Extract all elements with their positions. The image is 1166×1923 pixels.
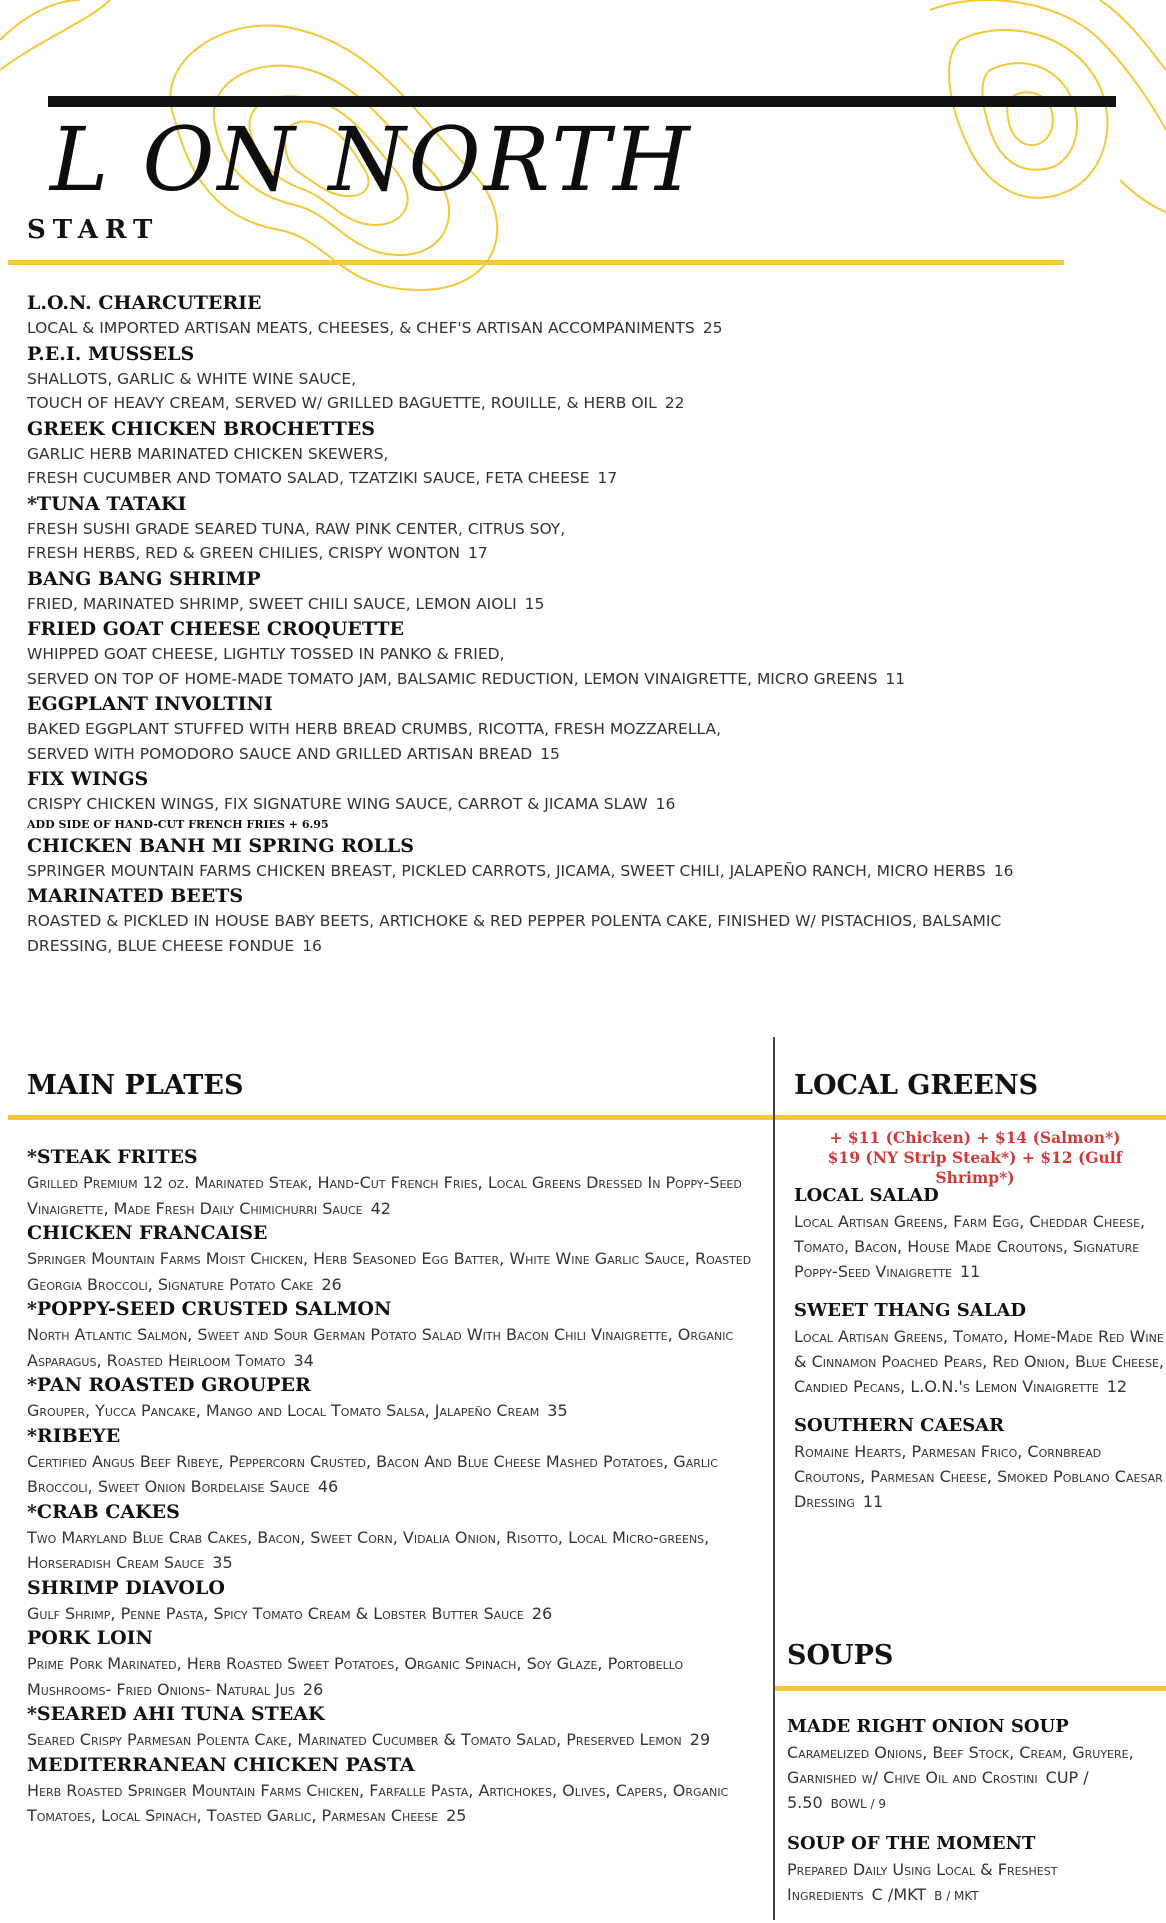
item-price: 25 [702,319,723,337]
menu-item [27,691,1017,766]
item-name: MARINATED BEETS [27,885,244,907]
menu-item [27,1500,762,1576]
item-name: CHICKEN BANH MI SPRING ROLLS [27,834,415,857]
item-price-bowl: BOWL / 9 [830,1797,886,1811]
item-add-on-note: ADD SIDE OF HAND-CUT FRENCH FRIES + 6.95 [27,817,329,831]
main-divider [8,1115,773,1120]
item-name: *TUNA TATAKI [27,492,187,515]
item-description: Caramelized Onions, Beef Stock, Cream, Gruyere, Garnished w/ Chive Oil and Crostini CUP / 5.50 BOWL / 9 [787,1743,1134,1812]
menu-item [27,1145,762,1221]
item-price: 25 [446,1806,467,1825]
menu-item [27,1576,762,1627]
item-price: 46 [317,1477,339,1496]
item-price: 26 [302,1679,324,1699]
local-greens-list [794,1183,1164,1528]
menu-item [794,1413,1164,1514]
menu-item [27,883,1017,958]
item-description: Two Maryland Blue Crab Cakes, Bacon, Sweet Corn, Vidalia Onion, Risotto, Local Micro-greens, Horseradish Cream Sauce 35 [27,1527,710,1572]
menu-item [27,1626,762,1702]
item-name: *PAN ROASTED GROUPER [27,1374,311,1396]
menu-item [27,1297,762,1373]
item-name: SHRIMP DIAVOLO [27,1576,225,1599]
item-price: 11 [959,1262,981,1281]
item-price: 12 [1106,1377,1128,1396]
item-name: BANG BANG SHRIMP [27,567,261,590]
item-description: GARLIC HERB MARINATED CHICKEN SKEWERS, FRESH CUCUMBER AND TOMATO SALAD, TZATZIKI SAUCE, FETA CHEESE 17 [27,444,618,487]
item-description: Herb Roasted Springer Mountain Farms Chicken, Farfalle Pasta, Artichokes, Olives, Capers, Organic Tomatoes, Local Spinach, Toasted Garlic, Parmesan Cheese 25 [27,1780,729,1825]
local-greens-title: LOCAL GREENS [794,1070,1039,1101]
item-name: *SEARED AHI TUNA STEAK [27,1703,325,1725]
item-price: 35 [547,1401,568,1420]
item-price: 35 [212,1553,233,1572]
item-price: 11 [885,669,906,688]
item-price: 34 [293,1350,314,1370]
item-description: CRISPY CHICKEN WINGS, FIX SIGNATURE WING SAUCE, CARROT & JICAMA SLAW 16 [27,795,676,813]
item-price: 16 [993,861,1014,880]
menu-item [27,491,1017,566]
item-description: Seared Crispy Parmesan Polenta Cake, Marinated Cucumber & Tomato Salad, Preserved Lemon 29 [27,1730,711,1749]
item-name: MADE RIGHT ONION SOUP [787,1716,1069,1737]
item-price: 29 [689,1730,711,1749]
item-price: 16 [655,795,676,813]
menu-item [27,616,1017,691]
item-description: Romaine Hearts, Parmesan Frico, Cornbread Croutons, Parmesan Cheese, Smoked Poblano Caesar Dressing 11 [794,1442,1163,1511]
main-plates-list [27,1145,762,1829]
item-name: CHICKEN FRANCAISE [27,1222,268,1244]
item-price: 15 [524,594,545,613]
item-description: WHIPPED GOAT CHEESE, LIGHTLY TOSSED IN PANKO & FRIED, SERVED ON TOP OF HOME-MADE TOMATO JAM, BALSAMIC REDUCTION, LEMON VINAIGRETTE, MICRO GREENS 11 [27,645,906,688]
item-description: Prepared Daily Using Local & Freshest Ingredients C /MKT B / MKT [787,1860,1058,1904]
menu-item [27,341,1017,416]
item-description: Prime Pork Marinated, Herb Roasted Sweet Potatoes, Organic Spinach, Soy Glaze, Portobello Mushrooms- Fried Onions- Natural Jus 26 [27,1654,684,1699]
menu-item [27,1753,762,1829]
addons-line-2: $19 (NY Strip Steak*) + $12 (Gulf Shrimp*) [827,1148,1123,1187]
start-menu-list [27,290,1017,958]
item-price: 16 [302,936,322,955]
item-name: FRIED GOAT CHEESE CROQUETTE [27,618,404,640]
item-description: Grouper, Yucca Pancake, Mango and Local Tomato Salsa, Jalapeño Cream 35 [27,1401,568,1420]
menu-item [27,1373,762,1424]
item-price: 15 [540,744,560,763]
item-name: SOUTHERN CAESAR [794,1415,1005,1436]
item-name: P.E.I. MUSSELS [27,342,195,365]
item-price: 11 [862,1492,884,1511]
item-description: Gulf Shrimp, Penne Pasta, Spicy Tomato Cream & Lobster Butter Sauce 26 [27,1603,553,1623]
item-name: FIX WINGS [27,768,149,790]
item-name: LOCAL SALAD [794,1185,939,1206]
item-description: Grilled Premium 12 oz. Marinated Steak, Hand-Cut French Fries, Local Greens Dressed In Poppy-Seed Vinaigrette, Made Fresh Daily Chimichurri Sauce 42 [27,1173,742,1218]
item-price: 17 [597,469,618,487]
item-name: L.O.N. CHARCUTERIE [27,292,262,314]
item-price: C /MKT [871,1885,927,1904]
menu-item [27,833,1017,884]
menu-item [27,1702,762,1753]
item-name: EGGPLANT INVOLTINI [27,693,273,715]
item-price: 17 [468,544,488,562]
soups-title: SOUPS [787,1640,894,1671]
item-description: Springer Mountain Farms Moist Chicken, Herb Seasoned Egg Batter, White Wine Garlic Sauce, Roasted Georgia Broccoli, Signature Potato Cake 26 [27,1249,752,1294]
menu-item [794,1298,1164,1399]
header-rule [48,96,1116,107]
soups-list [787,1714,1157,1923]
item-description: Local Artisan Greens, Tomato, Home-Made Red Wine & Cinnamon Poached Pears, Red Onion, Blue Cheese, Candied Pecans, L.O.N.'s Lemon Vinaigrette 12 [794,1327,1165,1396]
column-divider [773,1037,775,1920]
item-name: *CRAB CAKES [27,1500,180,1523]
restaurant-name: L ON NORTH [50,108,693,211]
start-section-title: START [27,215,160,245]
item-name: *POPPY-SEED CRUSTED SALMON [27,1298,392,1320]
item-name: GREEK CHICKEN BROCHETTES [27,417,375,440]
item-price: CUP / 5.50 [787,1768,1089,1812]
protein-addons [790,1128,1160,1188]
item-description: Local Artisan Greens, Farm Egg, Cheddar Cheese, Tomato, Bacon, House Made Croutons, Signature Poppy-Seed Vinaigrette 11 [794,1212,1146,1281]
item-description: ROASTED & PICKLED IN HOUSE BABY BEETS, ARTICHOKE & RED PEPPER POLENTA CAKE, FINISHED W/ PISTACHIOS, BALSAMIC DRESSING, BLUE CHEESE FONDUE 16 [27,912,1002,955]
menu-item [27,1221,762,1297]
item-name: SWEET THANG SALAD [794,1300,1026,1321]
item-price: 42 [370,1198,391,1218]
item-description: Certified Angus Beef Ribeye, Peppercorn Crusted, Bacon And Blue Cheese Mashed Potatoes, Garlic Broccoli, Sweet Onion Bordelaise Sauce 46 [27,1451,718,1496]
menu-item [787,1714,1157,1817]
item-name: SOUP OF THE MOMENT [787,1833,1036,1854]
item-description: LOCAL & IMPORTED ARTISAN MEATS, CHEESES, & CHEF'S ARTISAN ACCOMPANIMENTS 25 [27,319,723,337]
item-description: North Atlantic Salmon, Sweet and Sour German Potato Salad With Bacon Chili Vinaigrette, Organic Asparagus, Roasted Heirloom Tomato 34 [27,1325,734,1370]
soups-divider [775,1686,1166,1691]
item-price: 22 [664,394,685,412]
item-price-bowl: B / MKT [934,1889,979,1903]
item-price: 26 [531,1603,553,1623]
item-price: 26 [321,1274,342,1294]
menu-item [794,1183,1164,1284]
item-description: FRESH SUSHI GRADE SEARED TUNA, RAW PINK CENTER, CITRUS SOY, FRESH HERBS, RED & GREEN CHILIES, CRISPY WONTON 17 [27,519,566,562]
menu-item [27,1424,762,1500]
menu-item [27,290,1017,341]
addons-line-1: + $11 (Chicken) + $14 (Salmon*) [829,1128,1121,1147]
item-description: SPRINGER MOUNTAIN FARMS CHICKEN BREAST, PICKLED CARROTS, JICAMA, SWEET CHILI, JALAPEÑO RANCH, MICRO HERBS 16 [27,861,1014,880]
menu-item [787,1831,1157,1909]
menu-item [27,416,1017,491]
item-name: PORK LOIN [27,1627,153,1649]
greens-divider [775,1115,1166,1120]
item-description: FRIED, MARINATED SHRIMP, SWEET CHILI SAUCE, LEMON AIOLI 15 [27,594,545,613]
main-plates-title: MAIN PLATES [27,1070,244,1101]
item-name: *RIBEYE [27,1424,121,1447]
item-name: MEDITERRANEAN CHICKEN PASTA [27,1753,415,1776]
menu-item [27,566,1017,617]
item-name: *STEAK FRITES [27,1146,198,1168]
start-divider [8,260,1064,265]
menu-item [27,766,1017,833]
item-description: BAKED EGGPLANT STUFFED WITH HERB BREAD CRUMBS, RICOTTA, FRESH MOZZARELLA, SERVED WITH POMODORO SAUCE AND GRILLED ARTISAN BREAD 15 [27,720,722,763]
item-description: SHALLOTS, GARLIC & WHITE WINE SAUCE, TOUCH OF HEAVY CREAM, SERVED W/ GRILLED BAGUETTE, ROUILLE, & HERB OIL 22 [27,369,685,412]
